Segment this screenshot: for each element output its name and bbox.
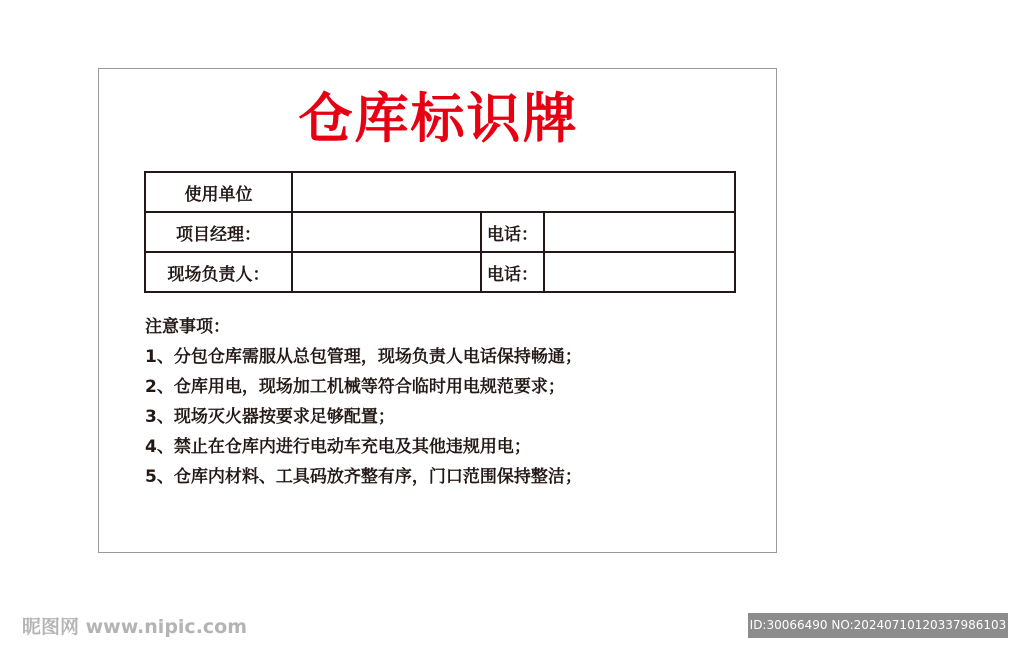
table-row-manager [145,212,735,252]
site-lead-label: 现场负责人： [145,252,292,292]
notes-heading: 注意事项： [145,317,230,337]
manager-phone-label: 电话： [481,212,544,252]
info-table [144,171,736,293]
sign-title: 仓库标识牌 [298,87,579,150]
manager-phone-cell [544,212,735,252]
table-row-site-lead [145,252,735,292]
site-lead-phone-label: 电话： [481,252,544,292]
watermark-id: ID:30066490 NO:20240710120337986103 [748,613,1008,638]
note-item: 2、仓库用电，现场加工机械等符合临时用电规范要求； [145,377,565,397]
site-lead-phone-cell [544,252,735,292]
watermark-site: 昵图网 www.nipic.com [22,616,248,638]
table-row-unit [145,172,735,212]
note-item: 3、现场灭火器按要求足够配置； [145,407,395,427]
unit-label: 使用单位 [145,172,292,212]
note-item: 5、仓库内材料、工具码放齐整有序，门口范围保持整洁； [145,467,582,487]
manager-value-cell [292,212,481,252]
unit-value-cell [292,172,735,212]
site-lead-value-cell [292,252,481,292]
notes-section [145,312,745,492]
note-item: 1、分包仓库需服从总包管理，现场负责人电话保持畅通； [145,347,582,367]
manager-label: 项目经理： [145,212,292,252]
note-item: 4、禁止在仓库内进行电动车充电及其他违规用电； [145,437,531,457]
warehouse-sign [98,68,777,553]
